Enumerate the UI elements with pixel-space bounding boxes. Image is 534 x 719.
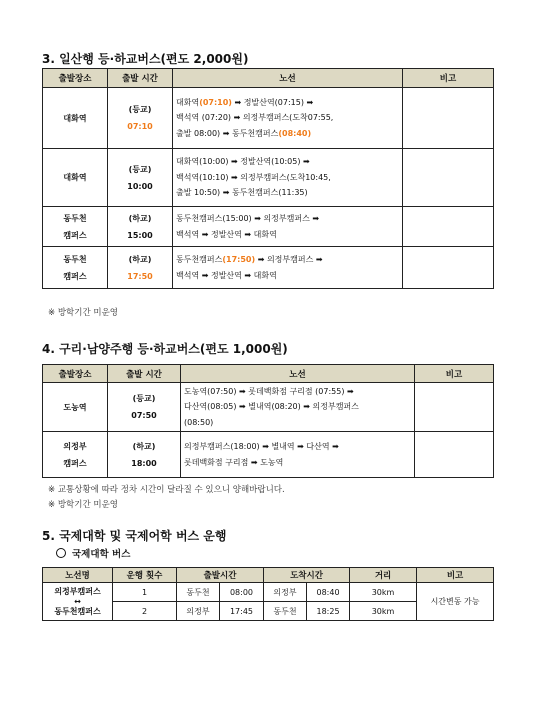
departure-place-cell: 의정부 bbox=[177, 602, 220, 621]
route-text: 백석역(10:10) ➡ 의정부캠퍼스(도착10:45, bbox=[176, 172, 331, 182]
header-count: 운행 횟수 bbox=[113, 568, 177, 583]
departure-time: 07:50 bbox=[131, 411, 157, 420]
trip-type: (등교) bbox=[128, 105, 152, 114]
departure-place-cell: 동두천 bbox=[177, 583, 220, 602]
route-cell bbox=[173, 207, 403, 247]
route-text: 도농역(07:50) ➡ 롯데백화점 구리점 (07:55) ➡ bbox=[184, 386, 354, 396]
departure-place-cell bbox=[43, 247, 108, 289]
route-line bbox=[184, 439, 411, 455]
header-note: 비고 bbox=[415, 365, 494, 383]
route-cell bbox=[173, 88, 403, 149]
note-cell bbox=[403, 247, 494, 289]
section-3-title: 3. 일산행 등·하교버스(편도 2,000원) bbox=[42, 52, 249, 66]
guri-bus-table bbox=[42, 364, 494, 478]
route-text: ➡ 정발산역(07:15) ➡ bbox=[231, 97, 314, 107]
header-time: 출발 시간 bbox=[108, 69, 173, 88]
route-text: 백석역 ➡ 정발산역 ➡ 대화역 bbox=[176, 270, 277, 280]
place-line: 동두천 bbox=[63, 213, 87, 223]
table-row bbox=[43, 432, 494, 478]
distance-cell: 30km bbox=[350, 583, 417, 602]
route-line bbox=[176, 170, 399, 186]
note-cell bbox=[403, 149, 494, 207]
highlighted-time: (08:40) bbox=[278, 128, 312, 138]
route-line bbox=[176, 268, 399, 284]
place-line: 캠퍼스 bbox=[63, 230, 87, 240]
route-cell bbox=[181, 383, 415, 432]
section-4-title: 4. 구리·남양주행 등·하교버스(편도 1,000원) bbox=[42, 342, 288, 356]
route-text: 백석역 (07:20) ➡ 의정부캠퍼스(도착07:55, bbox=[176, 113, 334, 123]
header-route: 노선 bbox=[173, 69, 403, 88]
header-time: 출발 시간 bbox=[108, 365, 181, 383]
count-cell: 1 bbox=[113, 583, 177, 602]
table-row bbox=[43, 247, 494, 289]
route-cell bbox=[173, 149, 403, 207]
departure-time-cell bbox=[108, 149, 173, 207]
table-row bbox=[43, 88, 494, 149]
place-line: 동두천 bbox=[63, 254, 87, 264]
route-line bbox=[184, 455, 411, 471]
place-line: 대화역 bbox=[63, 173, 87, 182]
departure-time-cell: 17:45 bbox=[220, 602, 264, 621]
highlighted-time: (17:50) bbox=[222, 255, 256, 264]
route-line bbox=[184, 399, 411, 415]
count-cell: 2 bbox=[113, 602, 177, 621]
departure-time-cell bbox=[108, 88, 173, 149]
departure-time: 17:50 bbox=[127, 271, 153, 281]
circle-bullet-icon bbox=[56, 548, 66, 558]
international-bus-table bbox=[42, 567, 494, 621]
departure-place-cell bbox=[43, 88, 108, 149]
route-line bbox=[184, 415, 411, 431]
route-name-2: 동두천캠퍼스 bbox=[54, 606, 101, 616]
departure-time-cell bbox=[108, 383, 181, 432]
route-line bbox=[176, 211, 399, 227]
departure-time: 07:10 bbox=[127, 122, 153, 131]
section-3-note: ※ 방학기간 미운영 bbox=[48, 308, 119, 318]
arrival-time-cell: 08:40 bbox=[307, 583, 350, 602]
two-way-arrow-icon: ↔ bbox=[74, 596, 81, 606]
header-remark: 비고 bbox=[417, 568, 494, 583]
table-header-row bbox=[43, 69, 494, 88]
table-row bbox=[43, 583, 494, 602]
departure-place-cell bbox=[43, 149, 108, 207]
departure-place-cell bbox=[43, 432, 108, 478]
arrival-time-cell: 18:25 bbox=[307, 602, 350, 621]
note-cell bbox=[415, 383, 494, 432]
trip-type: (하교) bbox=[128, 254, 152, 264]
route-line bbox=[176, 185, 399, 201]
place-line: 캠퍼스 bbox=[63, 271, 87, 281]
table-header-row bbox=[43, 365, 494, 383]
header-route: 노선 bbox=[181, 365, 415, 383]
section-5-subtitle bbox=[56, 546, 130, 560]
route-text: 대화역(10:00) ➡ 정발산역(10:05) ➡ bbox=[176, 157, 310, 167]
route-name-1: 의정부캠퍼스 bbox=[54, 586, 101, 596]
trip-type: (하교) bbox=[128, 213, 152, 223]
route-line bbox=[176, 126, 399, 142]
route-text: 출발 10:50) ➡ 동두천캠퍼스(11:35) bbox=[176, 188, 308, 198]
route-line bbox=[176, 95, 399, 111]
departure-time-cell bbox=[108, 207, 173, 247]
section-4-note-traffic: ※ 교통상황에 따라 정차 시간이 달라질 수 있으니 양해바랍니다. bbox=[48, 485, 285, 495]
departure-place-cell bbox=[43, 383, 108, 432]
departure-time: 15:00 bbox=[127, 230, 153, 240]
route-text: 롯데백화점 구리점 ➡ 도농역 bbox=[184, 457, 284, 467]
highlighted-time: (07:10) bbox=[199, 97, 232, 107]
table-row bbox=[43, 149, 494, 207]
header-route-name: 노선명 bbox=[43, 568, 113, 583]
place-line: 도농역 bbox=[63, 402, 87, 412]
table-row bbox=[43, 383, 494, 432]
route-cell bbox=[173, 247, 403, 289]
route-text: 출발 08:00) ➡ 동두천캠퍼스 bbox=[176, 128, 279, 138]
departure-time-cell bbox=[108, 432, 181, 478]
table-row bbox=[43, 207, 494, 247]
table-header-row bbox=[43, 568, 494, 583]
departure-time-cell bbox=[108, 247, 173, 289]
note-cell bbox=[415, 432, 494, 478]
route-line bbox=[184, 384, 411, 400]
route-text: 다산역(08:05) ➡ 별내역(08:20) ➡ 의정부캠퍼스 bbox=[184, 402, 359, 412]
note-cell bbox=[403, 207, 494, 247]
route-text: 동두천캠퍼스(15:00) ➡ 의정부캠퍼스 ➡ bbox=[176, 214, 320, 223]
section-5-title: 5. 국제대학 및 국제어학 버스 운행 bbox=[42, 529, 227, 543]
route-line bbox=[176, 154, 399, 170]
route-line bbox=[176, 252, 399, 268]
departure-place-cell bbox=[43, 207, 108, 247]
place-line: 대화역 bbox=[63, 113, 87, 123]
place-line: 캠퍼스 bbox=[63, 458, 87, 468]
route-name-cell bbox=[43, 583, 113, 621]
header-distance: 거리 bbox=[350, 568, 417, 583]
route-text: 의정부캠퍼스(18:00) ➡ 별내역 ➡ 다산역 ➡ bbox=[184, 442, 339, 451]
trip-type: (등교) bbox=[132, 394, 156, 403]
route-text: 동두천캠퍼스 bbox=[176, 255, 223, 264]
header-departure: 출발시간 bbox=[177, 568, 264, 583]
route-text: 대화역 bbox=[176, 97, 200, 107]
header-arrival: 도착시간 bbox=[264, 568, 350, 583]
place-line: 의정부 bbox=[63, 441, 87, 451]
header-note: 비고 bbox=[403, 69, 494, 88]
arrival-place-cell: 동두천 bbox=[264, 602, 307, 621]
trip-type: (하교) bbox=[132, 441, 156, 451]
distance-cell: 30km bbox=[350, 602, 417, 621]
route-line bbox=[176, 110, 399, 126]
subtitle-text: 국제대학 버스 bbox=[72, 549, 131, 560]
note-cell bbox=[403, 88, 494, 149]
departure-time: 10:00 bbox=[127, 181, 153, 191]
header-place: 출발장소 bbox=[43, 69, 108, 88]
remark-cell: 시간변동 가능 bbox=[417, 583, 494, 621]
header-place: 출발장소 bbox=[43, 365, 108, 383]
route-text: (08:50) bbox=[184, 417, 214, 427]
route-line bbox=[176, 227, 399, 243]
trip-type: (등교) bbox=[128, 164, 152, 174]
route-cell bbox=[181, 432, 415, 478]
ilsan-bus-table bbox=[42, 68, 494, 289]
route-text: 백석역 ➡ 정발산역 ➡ 대화역 bbox=[176, 229, 277, 239]
arrival-place-cell: 의정부 bbox=[264, 583, 307, 602]
route-text: ➡ 의정부캠퍼스 ➡ bbox=[255, 255, 323, 264]
departure-time: 18:00 bbox=[131, 458, 157, 468]
section-4-note-vacation: ※ 방학기간 미운영 bbox=[48, 500, 119, 510]
departure-time-cell: 08:00 bbox=[220, 583, 264, 602]
